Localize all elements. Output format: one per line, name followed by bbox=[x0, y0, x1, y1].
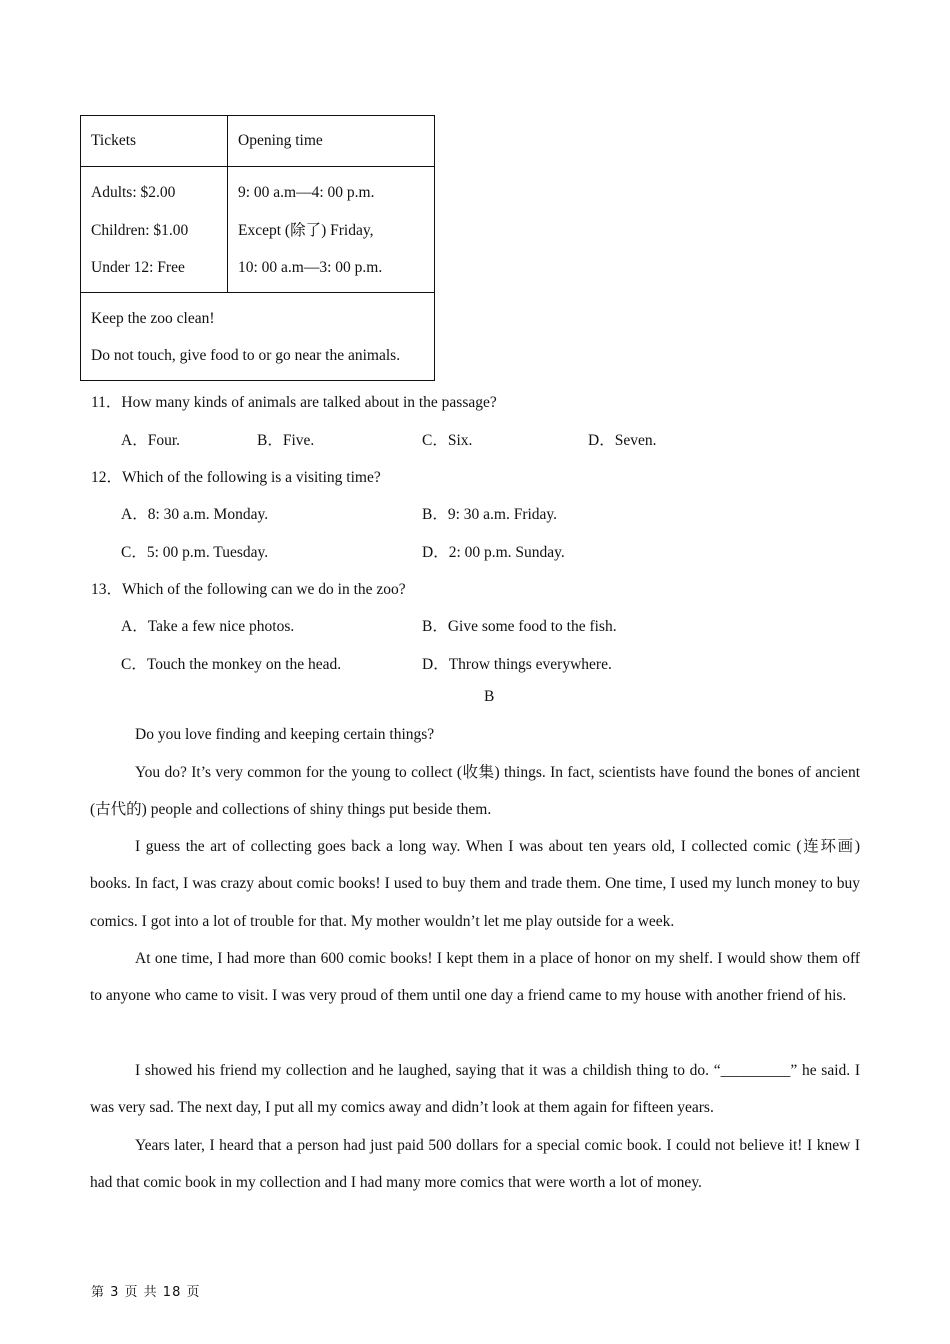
opening-time-header: Opening time bbox=[228, 116, 435, 167]
question-11-stem: 11．How many kinds of animals are talked about in the passage? bbox=[91, 394, 497, 411]
passage-paragraph-2: You do? It’s very common for the young to collect (收集) things. In fact, scientists have found the bones of ancient (古代的) people and collections of shiny things put beside them. bbox=[90, 764, 860, 819]
question-12-option-a: A．8: 30 a.m. Monday. bbox=[121, 506, 269, 523]
question-13-stem: 13．Which of the following can we do in the zoo? bbox=[91, 581, 406, 598]
table-rules-row bbox=[81, 292, 435, 380]
question-12-stem: 12．Which of the following is a visiting time? bbox=[91, 469, 381, 486]
ticket-price-under-12: Under 12: Free bbox=[91, 259, 185, 276]
question-11-option-a: A．Four. bbox=[121, 432, 180, 449]
passage-paragraph-1: Do you love finding and keeping certain things? bbox=[135, 726, 435, 743]
section-heading-b: B bbox=[484, 688, 495, 705]
table-header-row bbox=[81, 116, 435, 167]
zoo-info-table bbox=[80, 115, 435, 381]
opening-hours-friday: 10: 00 a.m—3: 00 p.m. bbox=[238, 259, 383, 276]
question-11-option-d: D．Seven. bbox=[588, 432, 657, 449]
question-12-option-c: C．5: 00 p.m. Tuesday. bbox=[121, 544, 269, 561]
zoo-rules-cell bbox=[81, 292, 435, 380]
question-13-option-a: A．Take a few nice photos. bbox=[121, 618, 295, 635]
tickets-header: Tickets bbox=[81, 116, 228, 167]
rule-keep-clean: Keep the zoo clean! bbox=[91, 309, 215, 327]
ticket-price-children: Children: $1.00 bbox=[91, 221, 189, 239]
question-11-option-b: B．Five. bbox=[257, 432, 315, 449]
question-13-option-b: B．Give some food to the fish. bbox=[422, 618, 617, 635]
passage-paragraph-4: At one time, I had more than 600 comic books! I kept them in a place of honor on my shelf. I would show them off to anyone who came to visit. I was very proud of them until one day a friend came to my house with another friend of his. bbox=[90, 950, 860, 1005]
passage-paragraph-5: I showed his friend my collection and he laughed, saying that it was a childish thing to do. “_________” he said. I was very sad. The next day, I put all my comics away and didn’t look at them again for fifteen years. bbox=[90, 1062, 860, 1117]
passage-paragraph-6: Years later, I heard that a person had just paid 500 dollars for a special comic book. I could not believe it! I knew I had that comic book in my collection and I had many more comics that were worth a lot of money. bbox=[90, 1137, 860, 1192]
page-number-footer: 第 3 页 共 18 页 bbox=[91, 1285, 201, 1300]
opening-hours-regular: 9: 00 a.m—4: 00 p.m. bbox=[238, 184, 375, 201]
tickets-cell bbox=[81, 167, 228, 293]
table-body-row bbox=[81, 167, 435, 293]
question-13-option-d: D．Throw things everywhere. bbox=[422, 656, 612, 673]
ticket-price-adults: Adults: $2.00 bbox=[91, 184, 176, 201]
question-12-option-d: D．2: 00 p.m. Sunday. bbox=[422, 544, 565, 561]
question-12-option-b: B．9: 30 a.m. Friday. bbox=[422, 506, 558, 523]
opening-time-cell bbox=[228, 167, 435, 293]
question-11-option-c: C．Six. bbox=[422, 432, 473, 449]
opening-exception: Except (除了) Friday, bbox=[238, 221, 374, 239]
rule-animals: Do not touch, give food to or go near the animals. bbox=[91, 347, 401, 364]
question-13-option-c: C．Touch the monkey on the head. bbox=[121, 656, 342, 673]
passage-paragraph-3: I guess the art of collecting goes back a long way. When I was about ten years old, I collected comic (连环画) books. In fact, I was crazy about comic books! I used to buy them and trade them. One time, I used my lunch money to buy comics. I got into a lot of trouble for that. My mother wouldn’t let me play outside for a week. bbox=[90, 838, 860, 930]
